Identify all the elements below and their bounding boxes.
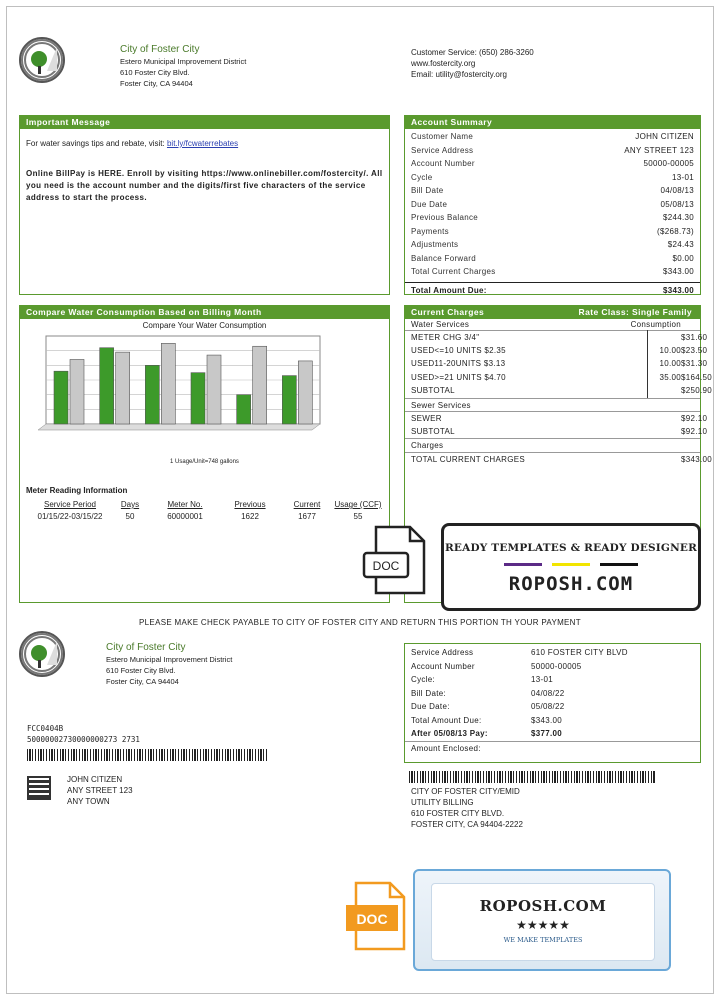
- stub-postal-barcode: [27, 749, 267, 761]
- compare-consumption-title: Compare Water Consumption Based on Billing Month: [20, 306, 389, 319]
- rebate-text: For water savings tips and rebate, visit:: [26, 139, 165, 148]
- stamp-stars-icon: ★★★★★: [516, 918, 570, 932]
- summary-row: Previous Balance $244.30: [411, 213, 694, 222]
- sewer-services-row: Sewer Services: [405, 398, 700, 412]
- stub-code-2: 50000002730000000273 2731: [27, 735, 140, 744]
- account-summary-title: Account Summary: [405, 116, 700, 129]
- rate-class: Rate Class: Single Family: [578, 307, 692, 317]
- summary-row: Account Number 50000-00005: [411, 159, 694, 168]
- summary-row: Total Current Charges $343.00: [411, 267, 694, 276]
- orange-doc-label: DOC: [356, 911, 388, 927]
- banner-site: ROPOSH.COM: [508, 573, 634, 595]
- remittance-summary-box: [404, 643, 701, 763]
- chart-bar-current: [145, 365, 159, 424]
- doc-file-icon: [362, 525, 432, 595]
- charges-label-row: Charges: [405, 438, 700, 452]
- stamp-tagline: WE MAKE TEMPLATES: [503, 936, 583, 944]
- payable-instructions: PLEASE MAKE CHECK PAYABLE TO CITY OF FOSTER CITY AND RETURN THIS PORTION TH YOUR PAYMENT: [139, 618, 581, 627]
- stub-row: Cycle: 13-01: [411, 675, 553, 684]
- stripe-yellow: [552, 563, 590, 566]
- meter-reading-table: [26, 500, 386, 521]
- chart-bar-previous: [207, 355, 221, 424]
- stub-row: Account Number 50000-00005: [411, 661, 582, 671]
- stamp-inner: [431, 883, 655, 961]
- amount-enclosed-row: Amount Enclosed:: [405, 741, 700, 755]
- consumption-chart: [26, 334, 326, 434]
- charge-row: METER CHG 3/4" $31.60: [405, 330, 700, 344]
- district-name: Estero Municipal Improvement District: [120, 57, 247, 66]
- website-link[interactable]: www.fostercity.org: [411, 59, 476, 68]
- rebate-link[interactable]: bit.ly/fcwaterrebates: [166, 139, 239, 148]
- stub-code-1: FCC0404B: [27, 724, 64, 733]
- stub-row: Due Date: 05/08/22: [411, 702, 565, 711]
- total-amount-due-value: $343.00: [662, 285, 694, 295]
- remit-line-3: 610 FOSTER CITY BLVD.: [411, 809, 505, 818]
- summary-row: Cycle 13-01: [411, 172, 694, 182]
- customer-name: JOHN CITIZEN: [67, 775, 123, 784]
- org-address-1: 610 Foster City Blvd.: [120, 68, 190, 77]
- amount-enclosed-input[interactable]: [531, 742, 694, 756]
- total-current-charges-row: TOTAL CURRENT CHARGES $343.00: [405, 452, 700, 466]
- account-summary-rows: [405, 129, 700, 279]
- stub-address-2: Foster City, CA 94404: [106, 677, 179, 686]
- org-address-2: Foster City, CA 94404: [120, 79, 193, 88]
- important-message-box: [19, 115, 390, 295]
- charge-row: USED<=10 UNITS $2.35 10.00 $23.50: [411, 345, 708, 355]
- stub-row: Service Address 610 FOSTER CITY BLVD: [411, 648, 628, 657]
- billpay-message: Online BillPay is HERE. Enroll by visiting https://www.onlinebiller.com/fostercity/. All you need is the account number and the digits/first five characters of the service address to start the process.: [26, 169, 383, 202]
- stub-city-seal-logo: [19, 631, 65, 677]
- stub-district: Estero Municipal Improvement District: [106, 655, 233, 664]
- chart-bar-current: [100, 348, 114, 424]
- remit-line-2: UTILITY BILLING: [411, 798, 474, 807]
- customer-address-1: ANY STREET 123: [67, 786, 133, 795]
- charge-row: SUBTOTAL $250.90: [411, 386, 713, 395]
- remit-postal-barcode: [409, 771, 655, 783]
- meter-data-row: 01/15/22-03/15/22 50 60000001 1622 1677 55: [37, 512, 363, 521]
- customer-service-phone: Customer Service: (650) 286-3260: [411, 48, 534, 57]
- charge-row: USED>=21 UNITS $4.70 35.00 $164.50: [411, 372, 713, 382]
- remit-line-4: FOSTER CITY, CA 94404-2222: [411, 820, 523, 829]
- current-charges-title: Current Charges: [411, 307, 485, 317]
- stub-address-1: 610 Foster City Blvd.: [106, 666, 176, 675]
- meter-header-row: Service Period Days Meter No. Previous Current Usage (CCF): [43, 500, 382, 509]
- chart-bar-previous: [116, 352, 130, 424]
- org-name: City of Foster City: [120, 44, 200, 55]
- stub-org-name: City of Foster City: [106, 642, 186, 653]
- chart-bar-current: [54, 371, 68, 424]
- sewer-subtotal-row: SUBTOTAL $92.10: [411, 426, 708, 436]
- total-amount-due-label: Total Amount Due:: [411, 285, 487, 295]
- chart-bar-previous: [70, 359, 84, 424]
- stub-row-late-pay: After 05/08/13 Pay: $377.00: [411, 729, 563, 738]
- chart-floor: [38, 424, 320, 430]
- compare-consumption-box: [19, 305, 390, 603]
- stripe-purple: [504, 563, 542, 566]
- account-summary-box: [404, 115, 701, 295]
- water-charges-table: [405, 330, 713, 398]
- current-charges-header: [405, 306, 700, 319]
- water-services-row: Water Services Consumption: [411, 320, 681, 329]
- remit-line-1: CITY OF FOSTER CITY/EMID: [411, 787, 520, 796]
- chart-bar-current: [282, 376, 296, 424]
- bill-page: [6, 6, 714, 994]
- total-amount-due-row: [405, 282, 700, 298]
- summary-row: Due Date 05/08/13: [411, 199, 694, 209]
- chart-title: Compare Your Water Consumption: [142, 321, 267, 330]
- city-seal-logo: [19, 37, 65, 83]
- chart-bar-previous: [298, 361, 312, 424]
- charge-row: USED11-20UNITS $3.13 10.00 $31.30: [411, 359, 708, 368]
- orange-doc-file-icon: [342, 881, 412, 951]
- banner-stripes: [444, 563, 698, 566]
- banner-headline: READY TEMPLATES & READY DESIGNER: [444, 542, 698, 554]
- summary-row: Payments ($268.73): [411, 226, 694, 236]
- summary-row: Bill Date 04/08/13: [411, 186, 694, 195]
- important-message-title: Important Message: [20, 116, 389, 129]
- sewer-row: SEWER $92.10: [405, 411, 700, 425]
- meter-reading-title: Meter Reading Information: [26, 486, 128, 495]
- stripe-black: [600, 563, 638, 566]
- summary-row: Service Address ANY STREET 123: [411, 145, 694, 155]
- chart-bar-current: [237, 395, 251, 424]
- email-link[interactable]: Email: utility@fostercity.org: [411, 70, 507, 79]
- roposh-stamp: [413, 869, 671, 971]
- chart-caption: 1 Usage/Unit=748 gallons: [170, 459, 239, 465]
- chart-bar-previous: [161, 343, 175, 424]
- summary-row: Adjustments $24.43: [411, 240, 694, 249]
- doc-icon-label: DOC: [372, 559, 400, 573]
- chart-bar-current: [191, 373, 205, 424]
- customer-address-2: ANY TOWN: [67, 797, 110, 806]
- qr-code-icon: [27, 776, 51, 800]
- summary-row: Customer Name JOHN CITIZEN: [411, 132, 694, 141]
- chart-bar-previous: [253, 346, 267, 424]
- summary-row: Balance Forward $0.00: [411, 253, 694, 263]
- ready-templates-banner: [441, 523, 701, 611]
- stub-row: Bill Date: 04/08/22: [411, 688, 565, 698]
- stub-row: Total Amount Due: $343.00: [411, 715, 563, 725]
- stamp-title: ROPOSH.COM: [479, 897, 607, 915]
